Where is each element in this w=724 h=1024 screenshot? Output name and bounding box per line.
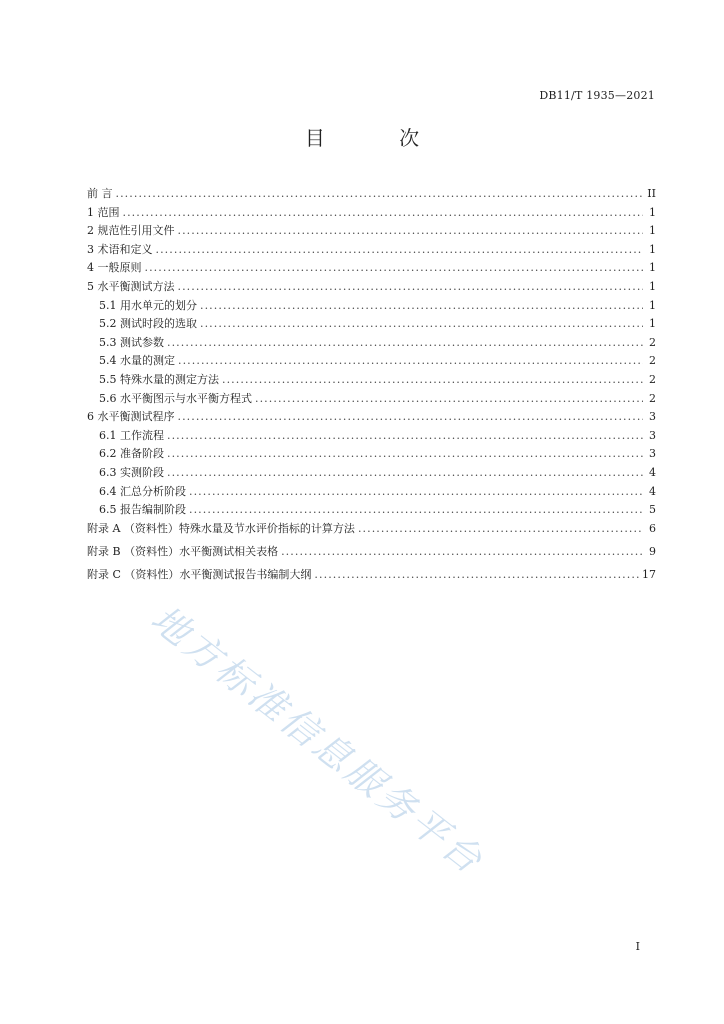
toc-entry[interactable] bbox=[87, 483, 656, 502]
toc-entry-page: 1 bbox=[649, 205, 656, 219]
toc-leader-dots bbox=[123, 204, 644, 223]
toc-leader-dots bbox=[178, 222, 644, 241]
toc-entry[interactable] bbox=[87, 278, 656, 297]
table-of-contents bbox=[87, 185, 656, 584]
toc-entry-page: 3 bbox=[649, 428, 656, 442]
toc-leader-dots bbox=[178, 352, 643, 371]
toc-entry[interactable] bbox=[87, 315, 656, 334]
toc-entry-page: 2 bbox=[649, 354, 656, 368]
toc-entry[interactable] bbox=[87, 427, 656, 446]
toc-entry[interactable] bbox=[87, 464, 656, 483]
toc-entry[interactable] bbox=[87, 297, 656, 316]
toc-entry-page: 4 bbox=[649, 465, 656, 479]
toc-entry[interactable] bbox=[87, 390, 656, 409]
toc-leader-dots bbox=[145, 259, 644, 278]
toc-entry-label: 6.4 汇总分析阶段 bbox=[99, 484, 186, 498]
toc-entry-label: 5.2 测试时段的选取 bbox=[99, 317, 197, 331]
toc-entry-label: 6.3 实测阶段 bbox=[99, 465, 164, 479]
toc-entry-page: 2 bbox=[649, 391, 656, 405]
toc-entry-page: 17 bbox=[642, 567, 656, 581]
toc-entry[interactable] bbox=[87, 566, 656, 585]
standard-code: DB11/T 1935—2021 bbox=[539, 89, 655, 102]
toc-entry[interactable] bbox=[87, 334, 656, 353]
toc-leader-dots bbox=[178, 408, 644, 427]
toc-entry-page: 5 bbox=[649, 503, 656, 517]
toc-leader-dots bbox=[167, 427, 643, 446]
toc-entry-page: 1 bbox=[649, 242, 656, 256]
toc-entry-page: 3 bbox=[649, 410, 656, 424]
toc-entry-label: 4 一般原则 bbox=[87, 261, 142, 275]
toc-entry[interactable] bbox=[87, 371, 656, 390]
toc-leader-dots bbox=[358, 520, 643, 539]
toc-entry[interactable] bbox=[87, 445, 656, 464]
toc-entry-page: 6 bbox=[649, 521, 656, 535]
toc-entry-label: 5.5 特殊水量的测定方法 bbox=[99, 372, 219, 386]
toc-entry-label: 5.3 测试参数 bbox=[99, 335, 164, 349]
toc-leader-dots bbox=[222, 371, 643, 390]
toc-leader-dots bbox=[167, 464, 643, 483]
toc-leader-dots bbox=[189, 501, 643, 520]
toc-entry-page: 1 bbox=[649, 279, 656, 293]
watermark: 地方标准信息服务平台 bbox=[142, 597, 493, 884]
toc-entry-label: 前 言 bbox=[87, 187, 113, 200]
toc-entry-label: 5.1 用水单元的划分 bbox=[99, 298, 197, 312]
toc-entry-label: 附录 A （资料性）特殊水量及节水评价指标的计算方法 bbox=[87, 521, 355, 535]
toc-leader-dots bbox=[200, 297, 643, 316]
toc-leader-dots bbox=[255, 390, 643, 409]
toc-entry-label: 6.5 报告编制阶段 bbox=[99, 503, 186, 517]
toc-entry-label: 1 范围 bbox=[87, 205, 120, 219]
toc-entry[interactable] bbox=[87, 222, 656, 241]
toc-entry-label: 6 水平衡测试程序 bbox=[87, 410, 175, 424]
page-number: I bbox=[635, 940, 640, 953]
page-title: 目 次 bbox=[304, 126, 454, 150]
toc-entry[interactable] bbox=[87, 185, 656, 204]
toc-leader-dots bbox=[281, 543, 643, 562]
toc-entry[interactable] bbox=[87, 241, 656, 260]
toc-entry[interactable] bbox=[87, 408, 656, 427]
toc-entry-label: 3 术语和定义 bbox=[87, 242, 153, 256]
toc-entry-page: 1 bbox=[649, 224, 656, 238]
toc-entry-page: 1 bbox=[649, 298, 656, 312]
toc-entry-page: 3 bbox=[649, 447, 656, 461]
toc-leader-dots bbox=[116, 185, 644, 204]
toc-entry[interactable] bbox=[87, 520, 656, 539]
toc-entry-page: 1 bbox=[649, 317, 656, 331]
toc-entry-label: 5.4 水量的测定 bbox=[99, 354, 175, 368]
toc-entry-label: 2 规范性引用文件 bbox=[87, 224, 175, 238]
toc-entry[interactable] bbox=[87, 204, 656, 223]
toc-entry[interactable] bbox=[87, 352, 656, 371]
toc-entry-label: 6.1 工作流程 bbox=[99, 428, 164, 442]
toc-entry-page: II bbox=[647, 187, 656, 200]
toc-entry[interactable] bbox=[87, 543, 656, 562]
toc-leader-dots bbox=[167, 334, 643, 353]
toc-entry-label: 5 水平衡测试方法 bbox=[87, 279, 175, 293]
toc-leader-dots bbox=[156, 241, 644, 260]
toc-entry-label: 6.2 准备阶段 bbox=[99, 447, 164, 461]
toc-entry-page: 9 bbox=[649, 544, 656, 558]
toc-entry-label: 5.6 水平衡图示与水平衡方程式 bbox=[99, 391, 252, 405]
toc-entry-page: 2 bbox=[649, 372, 656, 386]
toc-entry-label: 附录 B （资料性）水平衡测试相关表格 bbox=[87, 544, 279, 558]
toc-entry-page: 2 bbox=[649, 335, 656, 349]
toc-entry-label: 附录 C （资料性）水平衡测试报告书编制大纲 bbox=[87, 567, 312, 581]
toc-leader-dots bbox=[189, 483, 643, 502]
toc-entry[interactable] bbox=[87, 501, 656, 520]
toc-leader-dots bbox=[200, 315, 643, 334]
toc-leader-dots bbox=[314, 566, 639, 585]
toc-entry[interactable] bbox=[87, 259, 656, 278]
toc-entry-page: 4 bbox=[649, 484, 656, 498]
toc-leader-dots bbox=[178, 278, 644, 297]
toc-leader-dots bbox=[167, 445, 643, 464]
toc-entry-page: 1 bbox=[649, 261, 656, 275]
